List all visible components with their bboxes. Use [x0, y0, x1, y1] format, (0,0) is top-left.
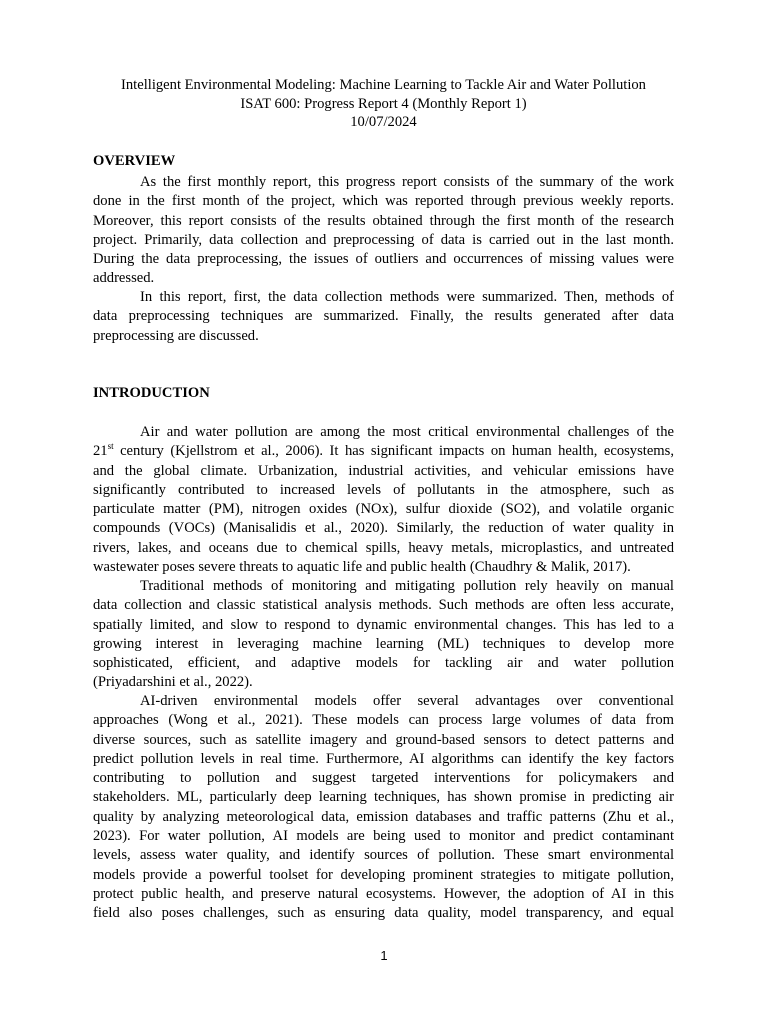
- text-line: Air and water pollution are among the most critical environmental challenges of the: [140, 424, 674, 440]
- text-line: AI-driven environmental models offer several advantages over conventional: [140, 693, 674, 709]
- text-line: As the first monthly report, this progress report consists of the summary of the work: [140, 174, 674, 190]
- text-line: data preprocessing techniques are summarized. Finally, the results generated after data: [93, 308, 674, 325]
- text-line: spatially limited, and slow to respond to dynamic environmental changes. This has led to a: [93, 616, 674, 633]
- document-title: Intelligent Environmental Modeling: Machine Learning to Tackle Air and Water Pollution: [121, 77, 646, 93]
- introduction-paragraph-3: [93, 692, 674, 924]
- text-line: sophisticated, efficient, and adaptive models for tackling air and water pollution: [93, 655, 674, 672]
- text-line: In this report, first, the data collection methods were summarized. Then, methods of: [140, 289, 674, 305]
- text-line: stakeholders. ML, particularly deep learning techniques, has shown promise in predicting air: [93, 789, 674, 806]
- text-line: Traditional methods of monitoring and mitigating pollution rely heavily on manual: [140, 578, 674, 594]
- text-line: data collection and classic statistical analysis methods. Such methods are often less accurate,: [93, 597, 674, 614]
- text-line: preprocessing are discussed.: [93, 327, 259, 344]
- text-line: field also poses challenges, such as ensuring data quality, model transparency, and equal: [93, 905, 674, 922]
- overview-paragraph-2: [93, 288, 674, 346]
- document-date: 10/07/2024: [350, 114, 417, 131]
- text-line: and the global climate. Urbanization, industrial activities, and vehicular emissions have: [93, 462, 674, 479]
- text-line: addressed.: [93, 270, 155, 287]
- text-line: quality by analyzing meteorological data, emission databases and traffic patterns (Zhu et al.,: [93, 808, 674, 825]
- page-number: 1: [380, 948, 388, 963]
- text-line: predict pollution levels in real time. Furthermore, AI algorithms can identify the key factors: [93, 750, 674, 767]
- document-subtitle: ISAT 600: Progress Report 4 (Monthly Report 1): [240, 95, 527, 112]
- overview-paragraph-1: [93, 173, 674, 289]
- text-line-with-superscript: [93, 442, 674, 461]
- text-line: During the data preprocessing, the issues of outliers and occurrences of missing values were: [93, 251, 674, 268]
- text-line: significantly contributed to increased levels of pollutants in the atmosphere, such as: [93, 481, 674, 498]
- text-line: project. Primarily, data collection and preprocessing of data is carried out in the last month.: [93, 231, 674, 248]
- text-line: (Priyadarshini et al., 2022).: [93, 674, 253, 691]
- overview-heading: OVERVIEW: [93, 153, 176, 169]
- introduction-heading: INTRODUCTION: [93, 385, 210, 401]
- text-line: Moreover, this report consists of the results obtained through the first month of the research: [93, 212, 674, 229]
- text-line: contributing to pollution and suggest targeted interventions for policymakers and: [93, 770, 674, 787]
- ordinal-superscript: st: [107, 441, 114, 452]
- text-line: rivers, lakes, and oceans due to chemical spills, heavy metals, microplastics, and untreated: [93, 539, 674, 556]
- text-line: 2023). For water pollution, AI models are being used to monitor and predict contaminant: [93, 828, 674, 845]
- introduction-paragraph-2: [93, 577, 674, 693]
- century-number: 21: [93, 443, 108, 460]
- introduction-paragraph-1: [93, 423, 674, 577]
- text-line: approaches (Wong et al., 2021). These models can process large volumes of data from: [93, 712, 674, 729]
- text-line: wastewater poses severe threats to aquatic life and public health (Chaudhry & Malik, 2017).: [93, 559, 631, 576]
- text-line: diverse sources, such as satellite imagery and ground-based sensors to detect patterns and: [93, 731, 674, 748]
- line-text: century (Kjellstrom et al., 2006). It has significant impacts on human health, ecosystems,: [113, 443, 674, 460]
- text-line: done in the first month of the project, which was reported through previous weekly reports.: [93, 193, 674, 210]
- text-line: protect public health, and preserve natural ecosystems. However, the adoption of AI in this: [93, 885, 674, 902]
- text-line: levels, assess water quality, and identify sources of pollution. These smart environmental: [93, 847, 674, 864]
- text-line: particulate matter (PM), nitrogen oxides (NOx), sulfur dioxide (SO2), and volatile organic: [93, 501, 674, 518]
- text-line: models provide a powerful toolset for developing prominent strategies to mitigate pollution,: [93, 866, 674, 883]
- document-header: [93, 76, 674, 132]
- text-line: growing interest in leveraging machine learning (ML) techniques to develop more: [93, 635, 674, 652]
- text-line: compounds (VOCs) (Manisalidis et al., 2020). Similarly, the reduction of water quality in: [93, 520, 674, 537]
